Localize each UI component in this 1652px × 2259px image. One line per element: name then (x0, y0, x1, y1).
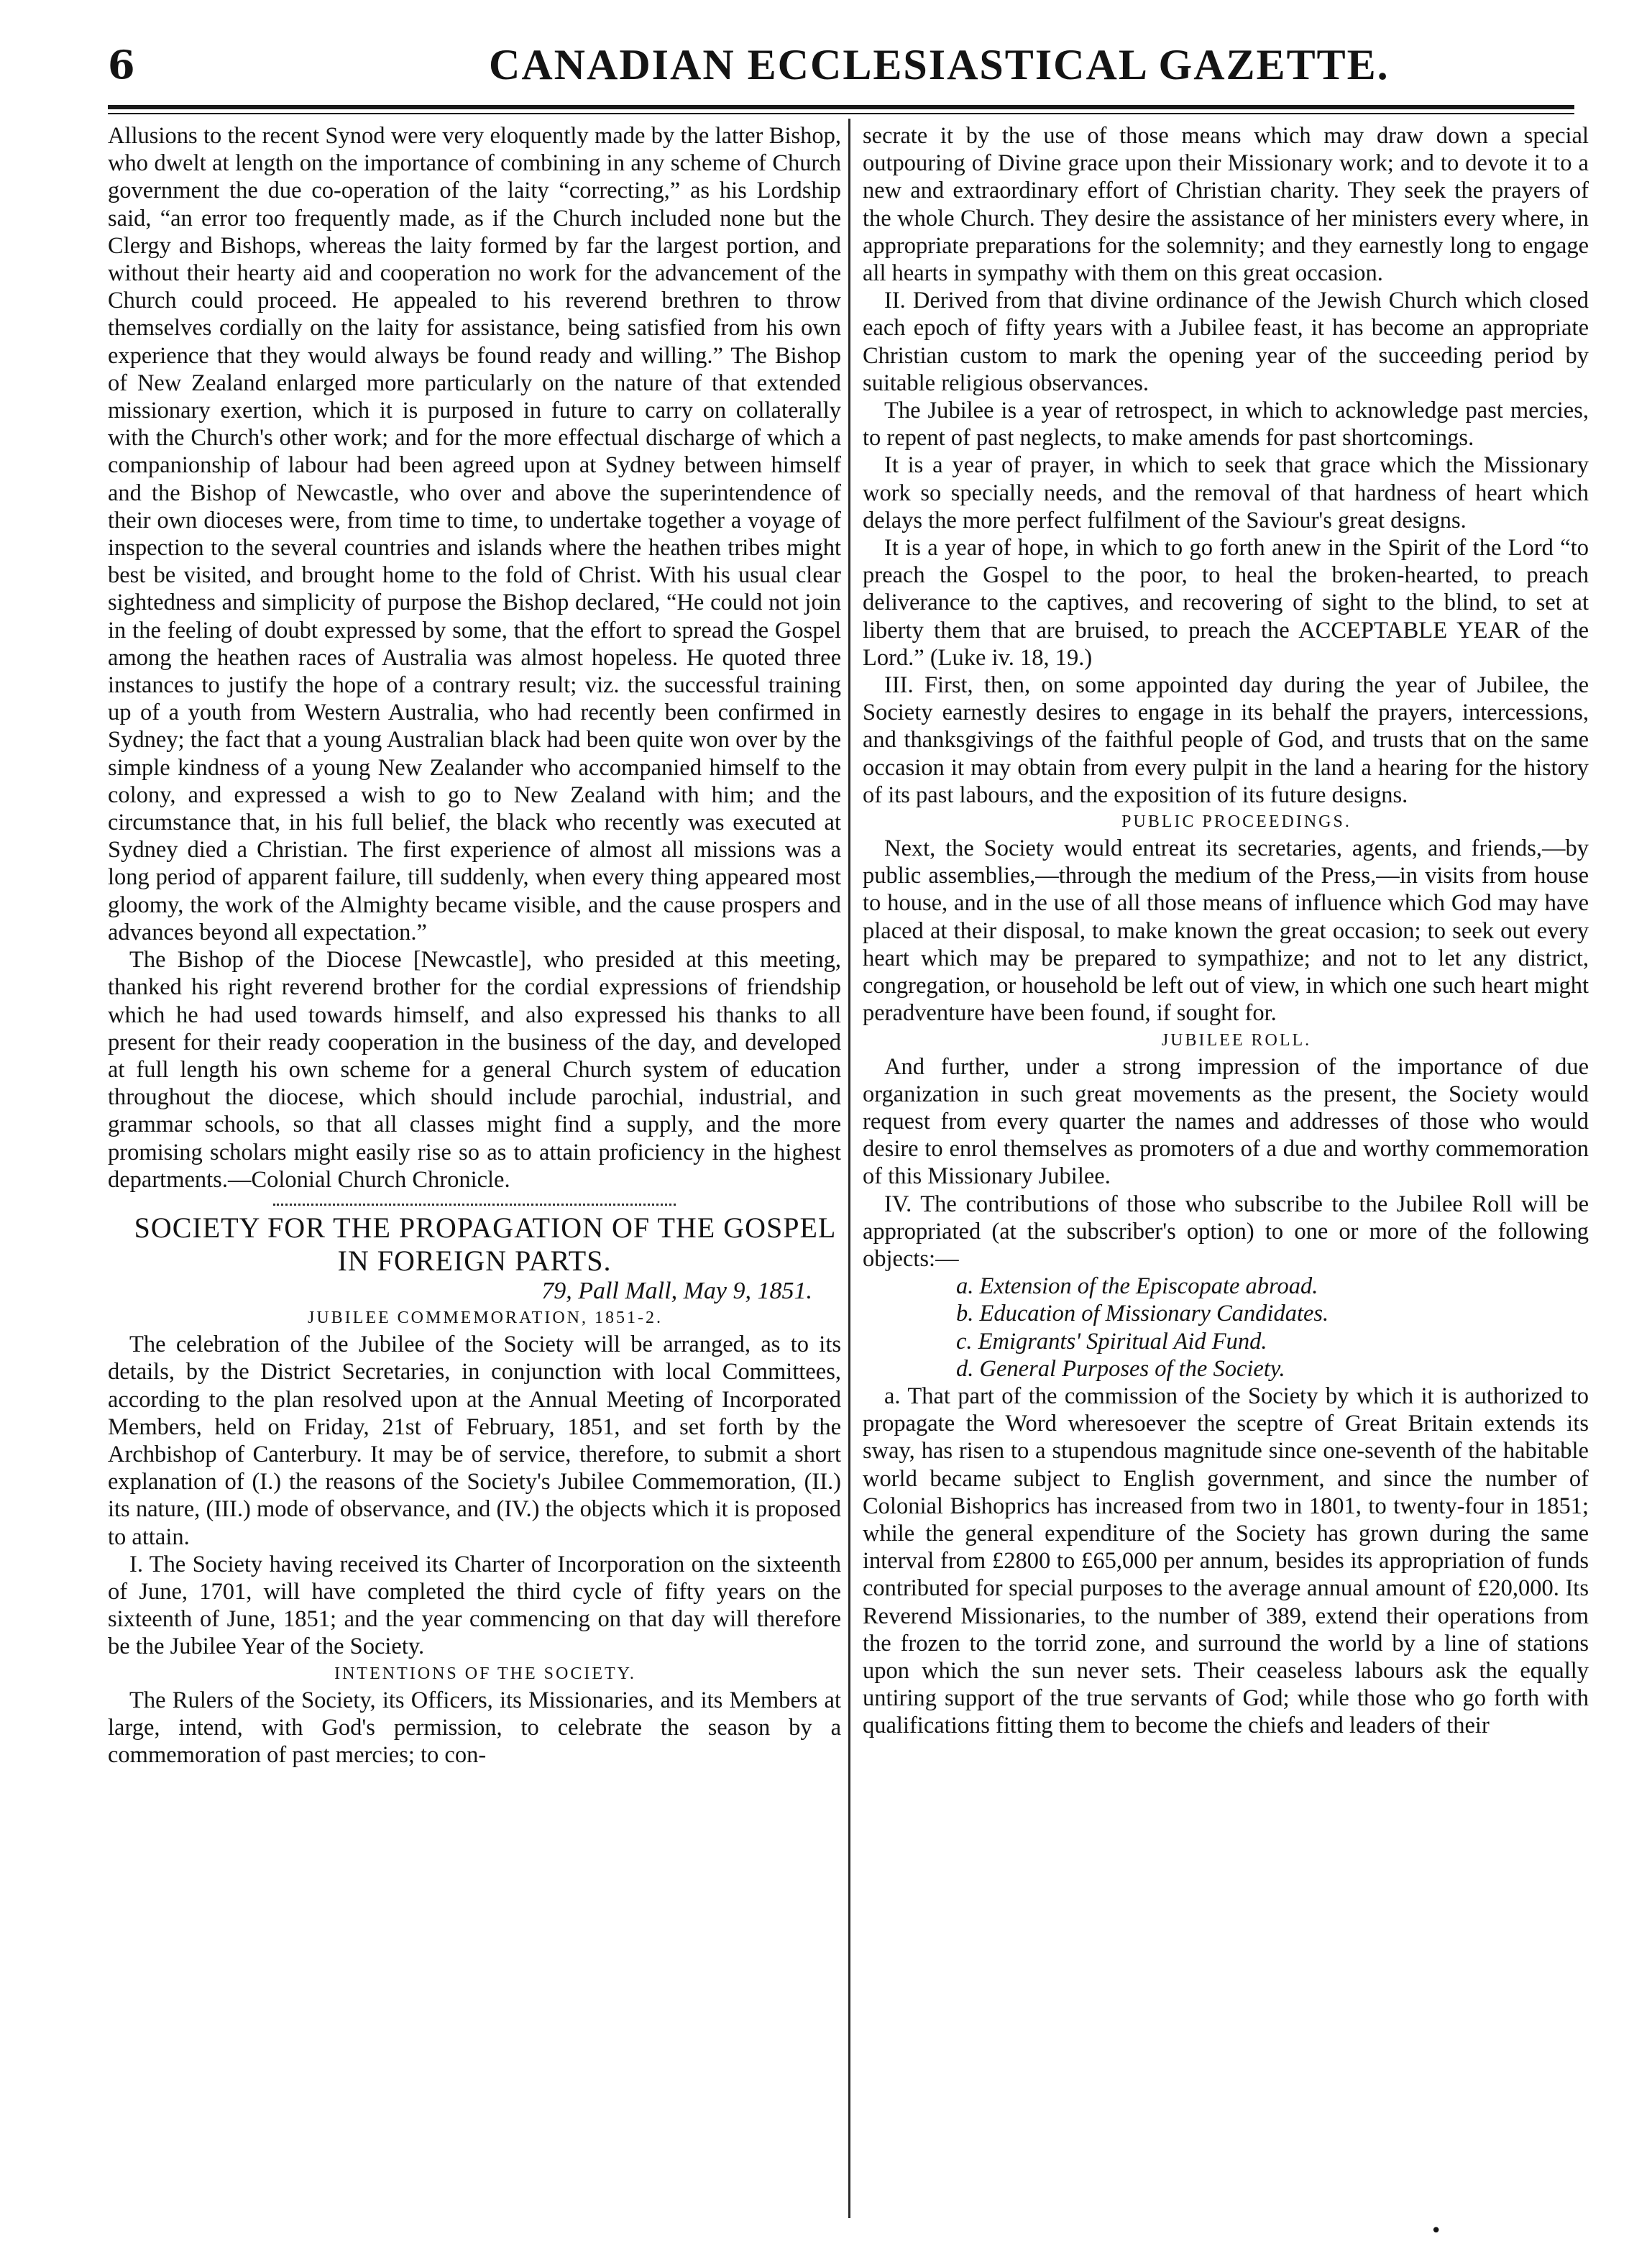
objects-list (863, 1273, 1589, 1383)
retrospect-paragraph: The Jubilee is a year of retrospect, in which to acknowledge past mercies, to repent of past neglects, to make amends for past shortcomings. (863, 398, 1589, 452)
public-proceedings-subhead: PUBLIC PROCEEDINGS. (1121, 812, 1352, 832)
object-item: d. General Purposes of the Society. (956, 1355, 1285, 1382)
jubilee-intro-paragraph: The celebration of the Jubilee of the Society will be arranged, as to its details, by the District Secretaries, in conjunction with local Committees, according to the plan resolved upon at the Annual Meeting of Incorporated Members, held on Friday, 21st of February, 1851, and set forth by the Archbishop of Canterbury. It may be of service, therefore, to submit a short explanation of (I.) the reasons of the Society's Jubilee Commemoration, (II.) its nature, (III.) mode of observance, and (IV.) the objects which it is proposed to attain. (108, 1332, 841, 1550)
header-rule-thin (108, 113, 1574, 114)
synod-article-paragraph: Allusions to the recent Synod were very eloquently made by the latter Bishop, who dwelt at length on the importance of combining in any scheme of Church government the due co-operation of the laity “correcting,” as his Lordship said, “an error too frequently made, as if the Church included none but the Clergy and Bishops, whereas the laity formed by far the largest portion, and without their hearty aid and cooperation no work for the advancement of the Church could proceed. He appealed to his reverend brethren to throw themselves cordially on the laity for assistance, being satisfied from his own experience that they would always be found ready and willing.” The Bishop of New Zealand enlarged more particularly on the nature of that extended missionary exertion, which it is purposed in future to carry on collaterally with the Church's other work; and for the more effectual discharge of which a companionship of labour had been agreed upon at Sydney between himself and the Bishop of Newcastle, who over and above the superintendence of their own dioceses were, from time to time, to undertake together a voyage of inspection to the several countries and islands where the heathen tribes might best be visited, and brought home to the fold of Christ. With his usual clear sightedness and simplicity of purpose the Bishop declared, “He could not join in the feeling of doubt expressed by some, that the effort to spread the Gospel among the heathen races of Australia was almost hopeless. He quoted three instances to justify the hope of a contrary result; viz. the successful training up of a youth from Western Australia, who had recently been confirmed in Sydney; the fact that a young Australian black had been quite won over by the simple kindness of a young New Zealander who accompanied himself to the colony, and expressed a wish to go to New Zealand with him; and the circumstance that, in his full belief, the black who recently was executed at Sydney died a Christian. The first experience of almost all missions was a long period of apparent failure, till suddenly, when every thing appeared most gloomy, the work of the Almighty became visible, and the cause prospers and advances beyond all expectation.” (108, 123, 841, 945)
object-item: b. Education of Missionary Candidates. (956, 1301, 1329, 1327)
society-title: SOCIETY FOR THE PROPAGATION OF THE GOSPEL IN FOREIGN PARTS. (134, 1211, 837, 1277)
right-column (863, 122, 1589, 1740)
gazette-title: CANADIAN ECCLESIASTICAL GAZETTE. (489, 41, 1390, 88)
charter-paragraph: I. The Society having received its Charter of Incorporation on the sixteenth of June, 1701, will have completed the third cycle of fifty years on the sixteenth of June, 1851; and the year commencing on that day will therefore be the Jubilee Year of the Society. (108, 1551, 841, 1660)
rulers-paragraph: The Rulers of the Society, its Officers, its Missionaries, and its Members at large, intend, with God's permission, to celebrate the season by a commemoration of past mercies; to con- (108, 1687, 841, 1768)
commission-paragraph: a. That part of the commission of the Society by which it is authorized to propagate the Word wheresoever the sceptre of Great Britain extends its sway, has risen to a stupendous magnitude since one-seventh of the habitable world became subject to English government, and since the number of Colonial Bishoprics has increased from two in 1801, to twenty-four in 1851; while the general expenditure of the Society has grown during the same interval from £2800 to £65,000 per annum, besides its appropriation of funds contributed for special purposes to the average annual amount of £20,000. Its Reverend Missionaries, to the number of 389, extend their operations from the frozen to the torrid zone, and surround the world by a line of stations upon which the sun never sets. Their ceaseless labours ask the equally untiring support of the true servants of God; while those who go forth with qualifications fitting them to become the chiefs and leaders of their (863, 1383, 1589, 1739)
left-column (108, 122, 841, 1769)
newcastle-paragraph: The Bishop of the Diocese [Newcastle], who presided at this meeting, thanked his right reverend brother for the cordial expressions of friendship which he had used towards himself, and also expressed his thanks to all present for their ready cooperation in the business of the day, and developed at full length his own scheme for a general Church system of education throughout the diocese, which should include parochial, industrial, and grammar schools, so that all classes might find a supply, and the more promising scholars might easily rise so as to attain proficiency in the highest departments.—Colonial Church Chronicle. (108, 947, 841, 1193)
intentions-subhead: INTENTIONS OF THE SOCIETY. (334, 1664, 636, 1683)
object-item: a. Extension of the Episcopate abroad. (956, 1273, 1318, 1300)
commemoration-subhead: JUBILEE COMMEMORATION, 1851-2. (308, 1309, 663, 1328)
page-number: 6 (108, 42, 135, 88)
page-bottom-mark: • (1431, 2220, 1442, 2242)
masthead (108, 29, 1574, 101)
organization-paragraph: And further, under a strong impression of the importance of due organization in such great movements as the present, the Society would request from every quarter the names and addresses of those who would desire to enrol themselves as promoters of a due and worthy commemoration of this Missionary Jubilee. (863, 1053, 1589, 1190)
prayer-paragraph: It is a year of prayer, in which to seek that grace which the Missionary work so specially needs, and the removal of that hardness of heart which delays the more perfect fulfilment of the Saviour's great designs. (863, 452, 1589, 533)
derived-paragraph: II. Derived from that divine ordinance of the Jewish Church which closed each epoch of fifty years with a Jubilee feast, it has become an appropriate Christian custom to mark the opening year of the succeeding period by suitable religious observances. (863, 288, 1589, 396)
first-then-paragraph: III. First, then, on some appointed day during the year of Jubilee, the Society earnestly desires to engage in its behalf the prayers, intercessions, and thanksgivings of the faithful people of God, and trusts that on the same occasion it may obtain from every pulpit in the land a hearing for the history of its past labours, and the exposition of its future designs. (863, 672, 1589, 808)
entreat-paragraph: Next, the Society would entreat its secretaries, agents, and friends,—by public assemblies,—through the medium of the Press,—in visits from house to house, and in the use of all those means of influence which God may have placed at their disposal, to make known the great occasion; to seek out every heart which may be prepared to sympathize; and not to let any district, congregation, or household be left out of view, in which one such heart might peradventure have been found, if sought for. (863, 835, 1589, 1027)
article-divider (273, 1204, 676, 1206)
header-rule-thick (108, 105, 1574, 109)
contributions-paragraph: IV. The contributions of those who subscribe to the Jubilee Roll will be appropriated (at the subscriber's option) to one or more of the following objects:— (863, 1191, 1589, 1272)
society-dateline: 79, Pall Mall, May 9, 1851. (541, 1277, 812, 1304)
object-item: c. Emigrants' Spiritual Aid Fund. (956, 1328, 1267, 1355)
consecrate-paragraph: secrate it by the use of those means which may draw down a special outpouring of Divine grace upon their Missionary work; and to devote it to a new and extraordinary effort of Christian charity. They seek the prayers of the whole Church. They desire the assistance of her ministers every where, in appropriate preparations for the solemnity; and they earnestly long to engage all hearts in sympathy with them on this great occasion. (863, 123, 1589, 287)
jubilee-roll-subhead: JUBILEE ROLL. (1161, 1030, 1312, 1050)
hope-paragraph: It is a year of hope, in which to go forth anew in the Spirit of the Lord “to preach the Gospel to the poor, to heal the broken-hearted, to preach deliverance to the captives, and recovering of sight to the blind, to set at liberty them that are bruised, to preach the ACCEPTABLE YEAR of the Lord.” (Luke iv. 18, 19.) (863, 535, 1589, 671)
column-divider (848, 119, 850, 2218)
